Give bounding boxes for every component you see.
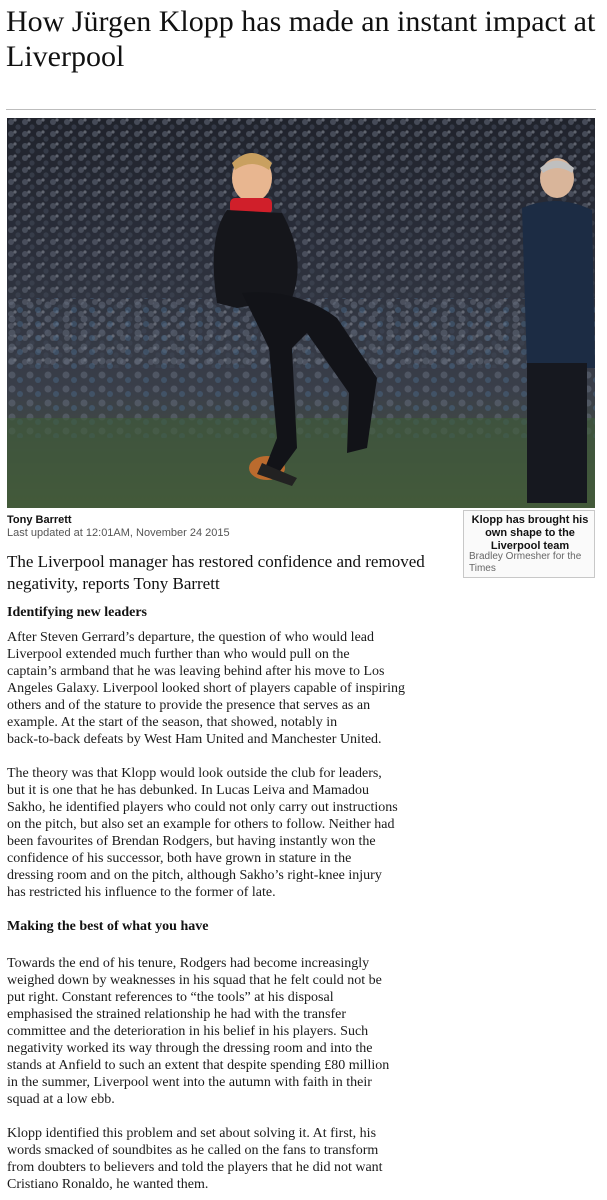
text-line: in the summer, Liverpool went into the autumn with faith in their bbox=[7, 1075, 372, 1090]
text-line: example. At the start of the season, that showed, notably in bbox=[7, 715, 338, 730]
last-updated: Last updated at 12:01AM, November 24 2015 bbox=[7, 527, 230, 539]
text-line: confidence of his successor, both have grown in stature in the bbox=[7, 851, 352, 866]
paragraph bbox=[7, 1125, 599, 1193]
paragraph bbox=[7, 629, 599, 748]
paragraph bbox=[7, 765, 599, 901]
text-line: Cristiano Ronaldo, he wanted them. bbox=[7, 1177, 209, 1192]
photo-illustration bbox=[7, 118, 595, 508]
text-line: squad at a low ebb. bbox=[7, 1092, 115, 1107]
text-line: emphasised the strained relationship he had with the transfer bbox=[7, 1007, 347, 1022]
manager-figure-right bbox=[522, 158, 595, 503]
text-line: stands at Anfield to such an extent that despite spending £80 million bbox=[7, 1058, 390, 1073]
photo-credit: Bradley Ormesher for the Times bbox=[469, 551, 582, 574]
text-line: committee and the deterioration in his belief in his players. Such bbox=[7, 1024, 369, 1039]
text-line: Towards the end of his tenure, Rodgers had become increasingly bbox=[7, 956, 370, 971]
text-line: put right. Constant references to “the tools” at his disposal bbox=[7, 990, 334, 1005]
text-line: others and of the stature to provide the presence that serves as an bbox=[7, 698, 371, 713]
paragraph bbox=[7, 955, 599, 1108]
text-line: words smacked of soundbites as he called on the fans to transform bbox=[7, 1143, 379, 1158]
text-line: back-to-back defeats by West Ham United and Manchester United. bbox=[7, 732, 382, 747]
headline: How Jürgen Klopp has made an instant impact at Liverpool bbox=[6, 5, 596, 73]
headline-divider bbox=[6, 109, 596, 110]
text-line: Klopp identified this problem and set about solving it. At first, his bbox=[7, 1126, 377, 1141]
section-heading-identifying-new-leaders: Identifying new leaders bbox=[7, 605, 147, 620]
text-line: weighed down by weaknesses in his squad that he felt could not be bbox=[7, 973, 382, 988]
section-heading-making-the-best: Making the best of what you have bbox=[7, 919, 209, 934]
text-line: negativity worked its way through the dressing room and into the bbox=[7, 1041, 373, 1056]
article-photo[interactable] bbox=[7, 118, 595, 508]
text-line: The theory was that Klopp would look outside the club for leaders, bbox=[7, 766, 382, 781]
author-name[interactable]: Tony Barrett bbox=[7, 514, 72, 526]
text-line: dressing room and on the pitch, although Sakho’s right-knee injury bbox=[7, 868, 382, 883]
text-line: but it is one that he has debunked. In Lucas Leiva and Mamadou bbox=[7, 783, 369, 798]
standfirst: The Liverpool manager has restored confidence and removed negativity, reports Tony Barrett bbox=[7, 552, 425, 593]
text-line: captain’s armband that he was leaving behind after his move to Los bbox=[7, 664, 385, 679]
text-line: has restricted his influence to the former of late. bbox=[7, 885, 276, 900]
text-line: been favourites of Brendan Rodgers, but having instantly won the bbox=[7, 834, 376, 849]
photo-caption: Klopp has brought his own shape to the Liverpool team bbox=[471, 514, 589, 552]
text-line: Liverpool extended much further than who would pull on the bbox=[7, 647, 350, 662]
text-line: After Steven Gerrard’s departure, the question of who would lead bbox=[7, 630, 374, 645]
text-line: from doubters to believers and told the players that he did not want bbox=[7, 1160, 383, 1175]
text-line: on the pitch, but also set an example for others to follow. Neither had bbox=[7, 817, 395, 832]
text-line: Sakho, he identified players who could not only carry out instructions bbox=[7, 800, 398, 815]
text-line: Angeles Galaxy. Liverpool looked short of players capable of inspiring bbox=[7, 681, 405, 696]
